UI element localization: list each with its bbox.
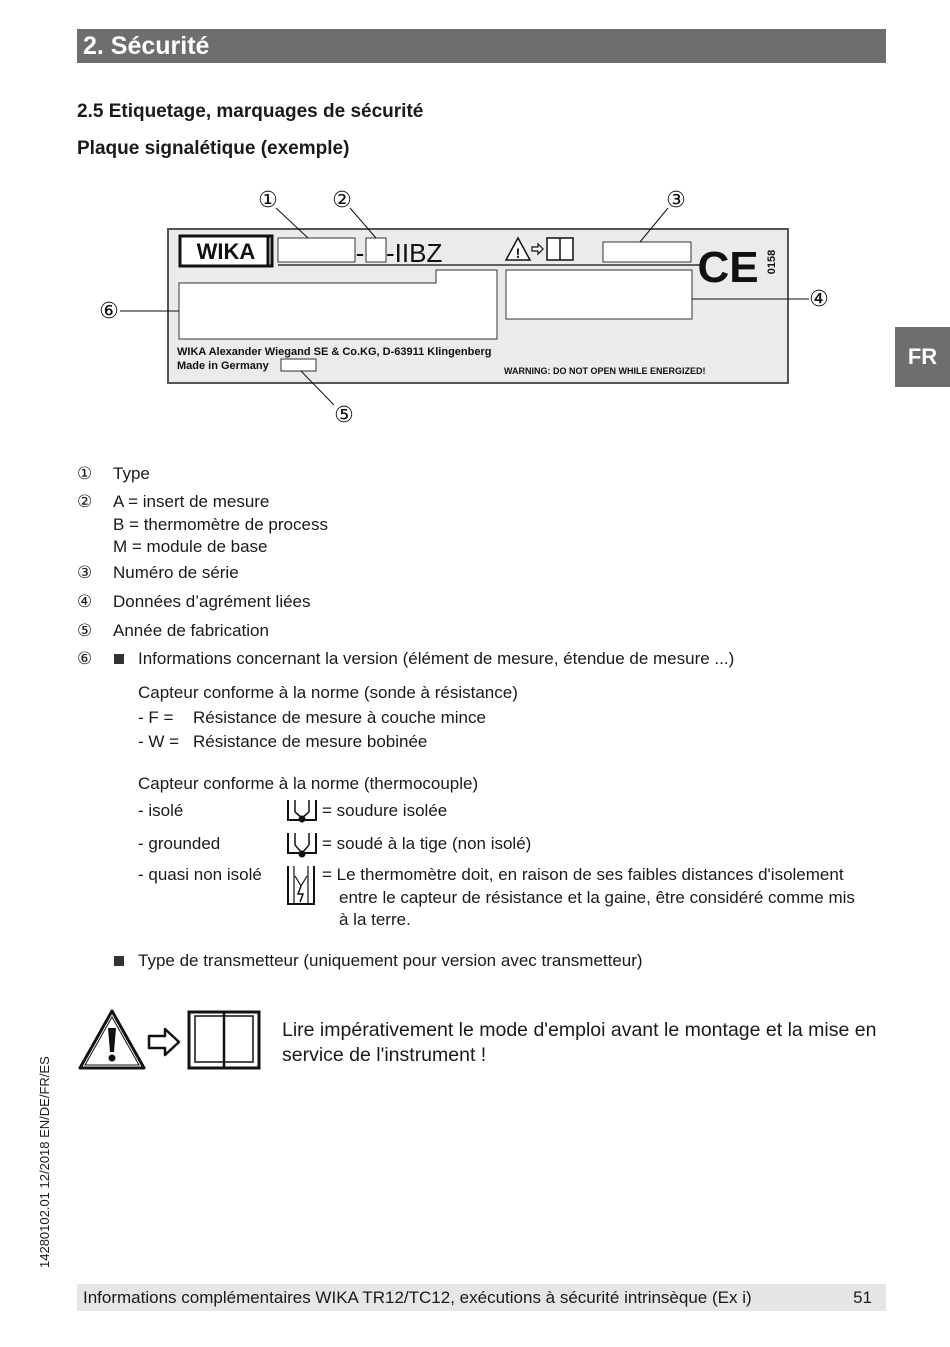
callout-4: ④ (809, 287, 829, 312)
legend-num: ② (77, 492, 93, 511)
page-number: 51 (853, 1288, 872, 1307)
legend-text: B = thermomètre de process (113, 515, 328, 534)
wika-logo-text: WIKA (196, 239, 256, 264)
made-in-text: Made in Germany (177, 360, 269, 372)
legend-text: Données d’agrément liées (113, 592, 311, 611)
notified-body-number: 0158 (766, 249, 778, 275)
type-suffix: -IIBZ (386, 238, 443, 268)
svg-text:!: ! (515, 245, 521, 261)
bullet-square-icon (114, 956, 124, 966)
type-dash: - (355, 238, 365, 268)
insulated-junction-icon (286, 798, 318, 828)
variant-field (366, 238, 386, 262)
year-field (281, 359, 316, 371)
subsection-title: 2.5 Etiquetage, marquages de sécurité (77, 101, 424, 122)
type-field (278, 238, 355, 262)
callout-1: ① (258, 188, 278, 213)
tc-heading: Capteur conforme à la norme (thermocouple) (138, 774, 479, 793)
section-title: 2. Sécurité (83, 32, 210, 60)
callout-3: ③ (666, 188, 686, 213)
tc-desc: = Le thermomètre doit, en raison de ses faibles distances d'isolement (322, 865, 844, 884)
quasi-insulated-junction-icon (286, 864, 318, 908)
rtd-desc: Résistance de mesure à couche mince (193, 708, 486, 727)
callout-2: ② (332, 188, 352, 213)
legend-text: Année de fabrication (113, 621, 269, 640)
language-tab-label: FR (907, 344, 938, 369)
legend-num: ① (77, 464, 93, 483)
tc-desc: = soudure isolée (322, 801, 448, 820)
tc-desc: entre le capteur de résistance et la gaine, être considéré comme mis (339, 888, 855, 907)
rtd-heading: Capteur conforme à la norme (sonde à résistance) (138, 683, 518, 702)
callout-6: ⑥ (99, 299, 119, 324)
serial-field (603, 242, 691, 262)
rtd-code: - F = (138, 708, 174, 727)
legend-num: ④ (77, 592, 93, 611)
nameplate-illustration (0, 180, 950, 430)
footer-text: Informations complémentaires WIKA TR12/TC12, exécutions à sécurité intrinsèque (Ex i) (83, 1288, 752, 1307)
plate-heading: Plaque signalétique (exemple) (77, 138, 350, 159)
manufacturer-text: WIKA Alexander Wiegand SE & Co.KG, D-63911 Klingenberg (177, 346, 492, 358)
tc-label: - isolé (138, 801, 184, 820)
legend-num: ⑤ (77, 621, 93, 640)
legend-text: M = module de base (113, 537, 268, 556)
ce-mark: CE (697, 243, 759, 292)
legend-num: ⑥ (77, 649, 93, 668)
tc-label: - grounded (138, 834, 221, 853)
bullet-square-icon (114, 654, 124, 664)
rtd-code: - W = (138, 732, 180, 751)
section-header (77, 29, 886, 63)
grounded-junction-icon (286, 831, 318, 861)
approval-field (506, 270, 692, 319)
legend-text: Informations concernant la version (élément de mesure, étendue de mesure ...) (138, 649, 735, 668)
legend-text: Numéro de série (113, 563, 239, 582)
tc-label: - quasi non isolé (138, 865, 262, 884)
tc-desc: à la terre. (339, 910, 411, 929)
transmitter-text: Type de transmetteur (uniquement pour version avec transmetteur) (138, 951, 643, 970)
plate-warning-text: WARNING: DO NOT OPEN WHILE ENERGIZED! (504, 366, 706, 376)
legend-text: Type (113, 464, 150, 483)
tc-desc: = soudé à la tige (non isolé) (322, 834, 532, 853)
document-code: 14280102.01 12/2018 EN/DE/FR/ES (37, 1056, 52, 1268)
callout-5: ⑤ (334, 403, 354, 428)
warning-read-manual-icon (77, 1008, 267, 1072)
warning-notice-text: Lire impérativement le mode d'emploi avant le montage et la mise en service de l'instrument ! (282, 1019, 877, 1066)
legend-num: ③ (77, 563, 93, 582)
footer-bar (77, 1284, 886, 1311)
rtd-desc: Résistance de mesure bobinée (193, 732, 428, 751)
legend-text: A = insert de mesure (113, 492, 270, 511)
